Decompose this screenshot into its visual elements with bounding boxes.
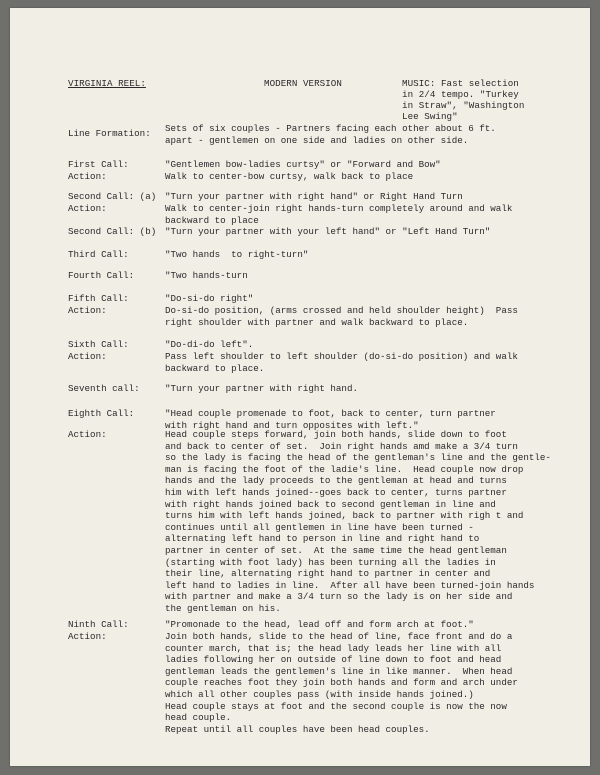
text-line: Walk to center-bow curtsy, walk back to place (165, 171, 414, 182)
section-text (165, 159, 441, 171)
text-line: and back to center of set. Join right hands amd make a 3/4 turn (165, 440, 518, 452)
text-line: the gentleman on his. (165, 602, 281, 614)
text-line: Do-si-do position, (arms crossed and held shoulder height) Pass (165, 305, 518, 316)
section-label: Line Formation: (68, 128, 151, 139)
text-line: "Turn your partner with your left hand" or "Left Hand Turn" (165, 226, 491, 237)
text-line: backward to place. (165, 362, 265, 374)
text-line: with right hands joined back to second gentleman in line and (165, 498, 496, 510)
section-text (165, 270, 248, 282)
section-label: First Call: (68, 159, 129, 170)
section-label: Action: (68, 305, 107, 316)
text-line: "Turn your partner with right hand. (165, 383, 358, 394)
text-line: hands and the lady proceeds to the gentleman at head and turns (165, 475, 507, 487)
section-label: Seventh call: (68, 383, 140, 394)
text-line: Join both hands, slide to the head of line, face front and do a (165, 631, 513, 642)
section-text (165, 305, 518, 328)
section-text (165, 226, 490, 238)
text-line: backward to place (165, 214, 259, 226)
text-line: turns him with left hands joined, back to partner with righ t and (165, 510, 524, 522)
text-line: which all other couples pass (with inside hands joined.) (165, 688, 474, 700)
text-line: right shoulder with partner and walk backward to place. (165, 316, 469, 328)
section-text (165, 383, 358, 395)
text-line: partner in center of set. At the same time the head gentleman (165, 544, 507, 556)
text-line: "Promonade to the head, lead off and form arch at foot." (165, 619, 474, 630)
section-label: Action: (68, 171, 107, 182)
section-label: Third Call: (68, 249, 129, 260)
text-line: "Do-si-do right" (165, 293, 254, 304)
text-line: Repeat until all couples have been head couples. (165, 723, 430, 735)
text-line: him with left hands joined--goes back to center, turns partner (165, 486, 507, 498)
document-page (10, 8, 590, 766)
text-line: head couple. (165, 712, 232, 724)
section-label: Sixth Call: (68, 339, 129, 350)
text-line: "Two hands-turn (165, 270, 248, 281)
text-line: "Do-di-do left". (165, 339, 254, 350)
text-line: continues until all gentlemen in line have been turned - (165, 521, 474, 533)
section-label: Action: (68, 631, 107, 642)
document-title: VIRGINIA REEL: (68, 78, 146, 89)
section-label: Eighth Call: (68, 408, 135, 419)
text-line: "Head couple promenade to foot, back to center, turn partner (165, 408, 496, 419)
text-line: so the lady is facing the head of the gentleman's line and the gentle- (165, 452, 551, 464)
text-line: ladies following her on outside of line down to foot and head (165, 654, 502, 666)
text-line: Head couple steps forward, join both hands, slide down to foot (165, 429, 507, 440)
text-line: alternating left hand to person in line and right hand to (165, 533, 480, 545)
text-line: "Two hands to right-turn" (165, 249, 309, 260)
text-line: "Turn your partner with right hand" or Right Hand Turn (165, 191, 463, 202)
music-note-line-4: Lee Swing" (402, 111, 458, 122)
section-label: Action: (68, 351, 107, 362)
section-text (165, 191, 463, 203)
section-label: Second Call: (a) (68, 191, 157, 202)
text-line: with right hand and turn opposites with left." (165, 419, 419, 431)
section-text (165, 619, 474, 631)
text-line: their line, alternating right hand to partner in center and (165, 568, 491, 580)
version-label: MODERN VERSION (264, 78, 342, 89)
section-text (165, 631, 518, 735)
music-note-line-3: in Straw", "Washington (402, 100, 525, 111)
text-line: Head couple stays at foot and the second couple is now the now (165, 700, 507, 712)
section-text (165, 249, 308, 261)
section-text (165, 293, 253, 305)
section-label: Action: (68, 203, 107, 214)
text-line: apart - gentlemen on one side and ladies on other side. (165, 134, 469, 146)
section-label: Fifth Call: (68, 293, 129, 304)
section-label: Action: (68, 429, 107, 440)
music-note-line-2: in 2/4 tempo. "Turkey (402, 89, 519, 100)
section-text (165, 351, 518, 374)
section-text (165, 429, 551, 615)
music-note-line-1: MUSIC: Fast selection (402, 78, 519, 89)
text-line: "Gentlemen bow-ladies curtsy" or "Forward and Bow" (165, 159, 441, 170)
text-line: gentleman leads the gentlemen's line in like manner. When head (165, 665, 513, 677)
text-line: Walk to center-join right hands-turn completely around and walk (165, 203, 513, 214)
section-text (165, 203, 512, 226)
section-label: Fourth Call: (68, 270, 135, 281)
section-text (165, 123, 496, 146)
text-line: counter march, that is; the head lady leads her line with all (165, 642, 502, 654)
text-line: Sets of six couples - Partners facing each other about 6 ft. (165, 123, 496, 134)
section-text (165, 171, 413, 183)
text-line: couple reaches foot they join both hands and form and arch under (165, 677, 518, 689)
text-line: Pass left shoulder to left shoulder (do-si-do position) and walk (165, 351, 518, 362)
section-text (165, 408, 496, 431)
text-line: left hand to ladies in line. After all have been turned-join hands (165, 579, 535, 591)
section-label: Second Call: (b) (68, 226, 157, 237)
text-line: man is facing the foot of the ladie's line. Head couple now drop (165, 463, 524, 475)
section-label: Ninth Call: (68, 619, 129, 630)
section-text (165, 339, 253, 351)
text-line: with partner and make a 3/4 turn so the lady is on her side and (165, 591, 513, 603)
text-line: (starting with foot lady) has been turning all the ladies in (165, 556, 496, 568)
